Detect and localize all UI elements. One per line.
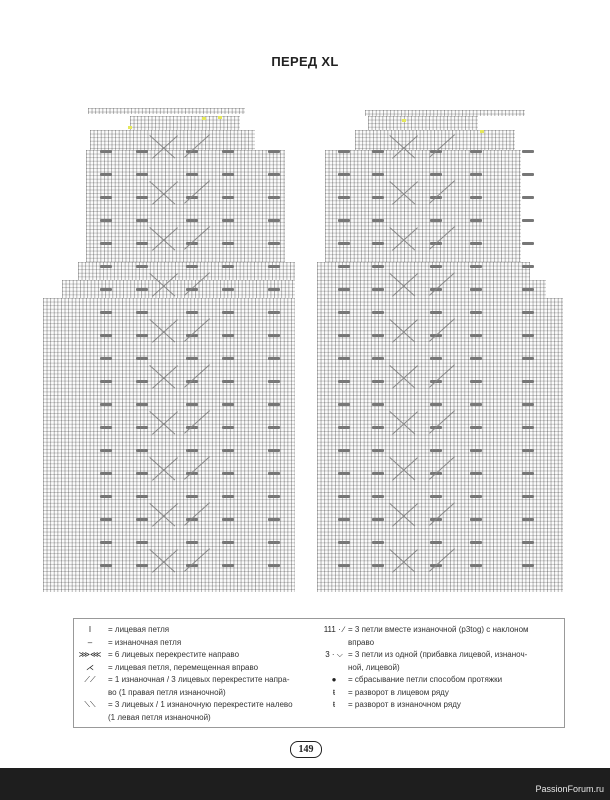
cable-mark: [136, 173, 148, 176]
cable-mark: [136, 311, 148, 314]
cable-mark: [338, 334, 350, 337]
marker: [128, 126, 132, 129]
footer-band: [0, 768, 610, 800]
cable-mark: [522, 564, 534, 567]
legend-text: = 3 петли вместе изнаночной (p3tog) с наклоном: [348, 625, 529, 634]
cable-mark: [338, 288, 350, 291]
page-title: ПЕРЕД XL: [271, 54, 339, 69]
cable-mark: [430, 357, 442, 360]
cable-mark: [430, 311, 442, 314]
cable-mark: [100, 472, 112, 475]
cable-mark: [136, 541, 148, 544]
cable-mark: [522, 196, 534, 199]
cable-mark: [136, 518, 148, 521]
legend-symbol: 111 · ∕: [323, 625, 345, 634]
cable-mark: [100, 541, 112, 544]
cable-mark: [522, 357, 534, 360]
cable-mark: [470, 265, 482, 268]
legend-symbol: ●: [331, 675, 337, 684]
cable-mark: [222, 196, 234, 199]
cable-mark: [268, 265, 280, 268]
marker: [202, 117, 206, 120]
cable-mark: [186, 311, 198, 314]
cable-mark: [470, 449, 482, 452]
cable-mark: [100, 426, 112, 429]
cable-mark: [522, 403, 534, 406]
legend-text: = разворот в лицевом ряду: [348, 687, 449, 697]
cable-mark: [222, 311, 234, 314]
cable-mark: [222, 265, 234, 268]
chart-left-upper: [86, 150, 285, 262]
cable-mark: [268, 311, 280, 314]
cable-mark: [268, 426, 280, 429]
cable-mark: [100, 242, 112, 245]
cable-mark: [136, 150, 148, 153]
cable-mark: [470, 288, 482, 291]
cable-mark: [372, 495, 384, 498]
page-number: 149: [290, 741, 322, 758]
cable-mark: [100, 311, 112, 314]
cable-mark: [522, 426, 534, 429]
chart-right-body: [317, 298, 563, 592]
cable-mark: [372, 449, 384, 452]
cable-mark: [100, 265, 112, 268]
cable-mark: [136, 403, 148, 406]
cable-mark: [136, 219, 148, 222]
legend-text: = сбрасывание петли способом протяжки: [348, 675, 503, 684]
chart-left-top: [88, 108, 245, 114]
cable-mark: [268, 173, 280, 176]
legend-text: = изнаночная петля: [108, 637, 182, 647]
legend-text: = 1 изнаночная / 3 лицевых перекрестите напра-: [108, 675, 290, 684]
legend-text: ной, лицевой): [348, 662, 400, 672]
cable-mark: [470, 518, 482, 521]
cable-mark: [470, 173, 482, 176]
cable-mark: [100, 196, 112, 199]
cable-mark: [470, 564, 482, 567]
cable-mark: [470, 311, 482, 314]
cable-mark: [470, 403, 482, 406]
cable-mark: [338, 495, 350, 498]
cable-mark: [430, 265, 442, 268]
cable-mark: [338, 564, 350, 567]
chart-left-neck-b: [130, 116, 240, 130]
legend-text: во (1 правая петля изнаночной): [108, 687, 226, 697]
legend-symbol: ⋌: [86, 662, 94, 672]
cable-mark: [338, 173, 350, 176]
cable-mark: [136, 564, 148, 567]
legend-box: [73, 618, 565, 728]
cable-mark: [136, 380, 148, 383]
cable-mark: [222, 219, 234, 222]
cable-mark: [430, 403, 442, 406]
chart-left-body: [43, 298, 295, 592]
cable-mark: [222, 288, 234, 291]
cable-mark: [522, 449, 534, 452]
cable-mark: [100, 173, 112, 176]
cable-mark: [222, 380, 234, 383]
cable-mark: [268, 288, 280, 291]
legend-text: = разворот в изнаночном ряду: [348, 700, 461, 709]
cable-mark: [268, 380, 280, 383]
cable-mark: [430, 541, 442, 544]
chart-left-armhole-a: [62, 280, 295, 298]
cable-mark: [268, 541, 280, 544]
cable-mark: [372, 196, 384, 199]
chart-right-neck-b: [368, 116, 478, 130]
cable-mark: [268, 196, 280, 199]
cable-mark: [338, 449, 350, 452]
cable-mark: [268, 334, 280, 337]
legend-text: = 6 лицевых перекрестите направо: [108, 650, 240, 659]
cable-mark: [186, 173, 198, 176]
legend-symbol: I: [88, 625, 92, 634]
cable-mark: [338, 357, 350, 360]
cable-mark: [100, 380, 112, 383]
cable-mark: [136, 334, 148, 337]
cable-mark: [522, 495, 534, 498]
cable-mark: [222, 173, 234, 176]
cable-mark: [100, 403, 112, 406]
cable-mark: [372, 150, 384, 153]
cable-mark: [136, 265, 148, 268]
cable-mark: [522, 472, 534, 475]
cable-mark: [372, 242, 384, 245]
cable-mark: [222, 472, 234, 475]
cable-mark: [222, 403, 234, 406]
cable-mark: [222, 242, 234, 245]
cable-mark: [136, 495, 148, 498]
cable-mark: [100, 219, 112, 222]
cable-mark: [470, 242, 482, 245]
cable-mark: [268, 150, 280, 153]
cable-mark: [222, 495, 234, 498]
legend-text: = 3 петли из одной (прибавка лицевой, изнаноч-: [348, 650, 528, 659]
legend-symbol: ŧ: [332, 687, 336, 697]
cable-mark: [372, 518, 384, 521]
cable-mark: [372, 173, 384, 176]
marker: [480, 130, 484, 133]
cable-mark: [186, 495, 198, 498]
cable-mark: [268, 495, 280, 498]
cable-mark: [430, 173, 442, 176]
cable-mark: [372, 357, 384, 360]
cable-mark: [100, 564, 112, 567]
marker: [402, 119, 406, 122]
legend-text: = 3 лицевых / 1 изнаночную перекрестите налево: [108, 700, 293, 709]
cable-mark: [338, 196, 350, 199]
cable-mark: [268, 242, 280, 245]
legend-symbol: –: [87, 637, 93, 647]
cable-mark: [372, 564, 384, 567]
cable-mark: [338, 426, 350, 429]
cable-mark: [338, 541, 350, 544]
cable-mark: [470, 150, 482, 153]
cable-mark: [372, 311, 384, 314]
cable-mark: [430, 449, 442, 452]
cable-mark: [222, 357, 234, 360]
cable-mark: [186, 219, 198, 222]
cable-mark: [430, 495, 442, 498]
chart-right-neck-a: [355, 130, 515, 150]
cable-mark: [222, 518, 234, 521]
cable-mark: [186, 357, 198, 360]
cable-mark: [338, 472, 350, 475]
cable-mark: [522, 173, 534, 176]
cable-mark: [470, 380, 482, 383]
cable-mark: [430, 219, 442, 222]
cable-mark: [186, 403, 198, 406]
cable-mark: [136, 196, 148, 199]
cable-mark: [186, 541, 198, 544]
cable-mark: [100, 495, 112, 498]
cable-mark: [470, 357, 482, 360]
cable-mark: [136, 426, 148, 429]
cable-mark: [100, 150, 112, 153]
cable-mark: [268, 403, 280, 406]
legend-symbol: ŧ: [332, 700, 336, 709]
cable-mark: [338, 265, 350, 268]
cable-mark: [268, 472, 280, 475]
cable-mark: [100, 357, 112, 360]
cable-mark: [268, 564, 280, 567]
legend-symbol: ⋙⋘: [78, 650, 102, 659]
marker: [218, 116, 222, 119]
legend-symbol: ⟋⟋: [84, 675, 96, 684]
cable-mark: [222, 150, 234, 153]
cable-mark: [372, 288, 384, 291]
legend-text: (1 левая петля изнаночной): [108, 712, 211, 722]
cable-mark: [372, 380, 384, 383]
cable-mark: [100, 288, 112, 291]
cable-mark: [522, 242, 534, 245]
cable-mark: [372, 334, 384, 337]
watermark: PassionForum.ru: [535, 784, 604, 794]
cable-mark: [522, 265, 534, 268]
cable-mark: [372, 219, 384, 222]
cable-mark: [100, 518, 112, 521]
chart-right-upper: [325, 150, 521, 262]
cable-mark: [268, 357, 280, 360]
cable-mark: [222, 426, 234, 429]
cable-mark: [222, 334, 234, 337]
cable-mark: [136, 242, 148, 245]
cable-mark: [338, 380, 350, 383]
cable-mark: [222, 449, 234, 452]
cable-mark: [470, 472, 482, 475]
cable-mark: [372, 472, 384, 475]
cable-mark: [522, 219, 534, 222]
cable-mark: [470, 426, 482, 429]
cable-mark: [136, 288, 148, 291]
cable-mark: [470, 541, 482, 544]
cable-mark: [338, 150, 350, 153]
cable-mark: [372, 541, 384, 544]
cable-mark: [268, 518, 280, 521]
legend-symbol: ⟍⟍: [84, 700, 96, 709]
cable-mark: [470, 196, 482, 199]
cable-mark: [338, 518, 350, 521]
cable-mark: [338, 403, 350, 406]
cable-mark: [522, 334, 534, 337]
legend-text: вправо: [348, 637, 375, 647]
cable-mark: [338, 242, 350, 245]
cable-mark: [136, 472, 148, 475]
cable-mark: [522, 380, 534, 383]
cable-mark: [522, 541, 534, 544]
cable-mark: [338, 311, 350, 314]
chart-right-top: [365, 110, 525, 116]
cable-mark: [522, 311, 534, 314]
legend-text: = лицевая петля: [108, 625, 170, 634]
legend-text: = лицевая петля, перемещенная вправо: [108, 662, 259, 672]
cable-mark: [222, 564, 234, 567]
cable-mark: [522, 150, 534, 153]
cable-mark: [470, 219, 482, 222]
cable-mark: [522, 288, 534, 291]
cable-mark: [136, 357, 148, 360]
cable-mark: [470, 334, 482, 337]
cable-mark: [222, 541, 234, 544]
cable-mark: [470, 495, 482, 498]
cable-mark: [522, 518, 534, 521]
cable-mark: [372, 265, 384, 268]
cable-mark: [186, 449, 198, 452]
cable-mark: [100, 449, 112, 452]
cable-mark: [372, 403, 384, 406]
cable-mark: [338, 219, 350, 222]
legend-symbol: 3 · ⌵: [325, 650, 343, 659]
cable-mark: [372, 426, 384, 429]
cable-mark: [268, 449, 280, 452]
cable-mark: [186, 265, 198, 268]
cable-mark: [100, 334, 112, 337]
cable-mark: [136, 449, 148, 452]
cable-mark: [268, 219, 280, 222]
